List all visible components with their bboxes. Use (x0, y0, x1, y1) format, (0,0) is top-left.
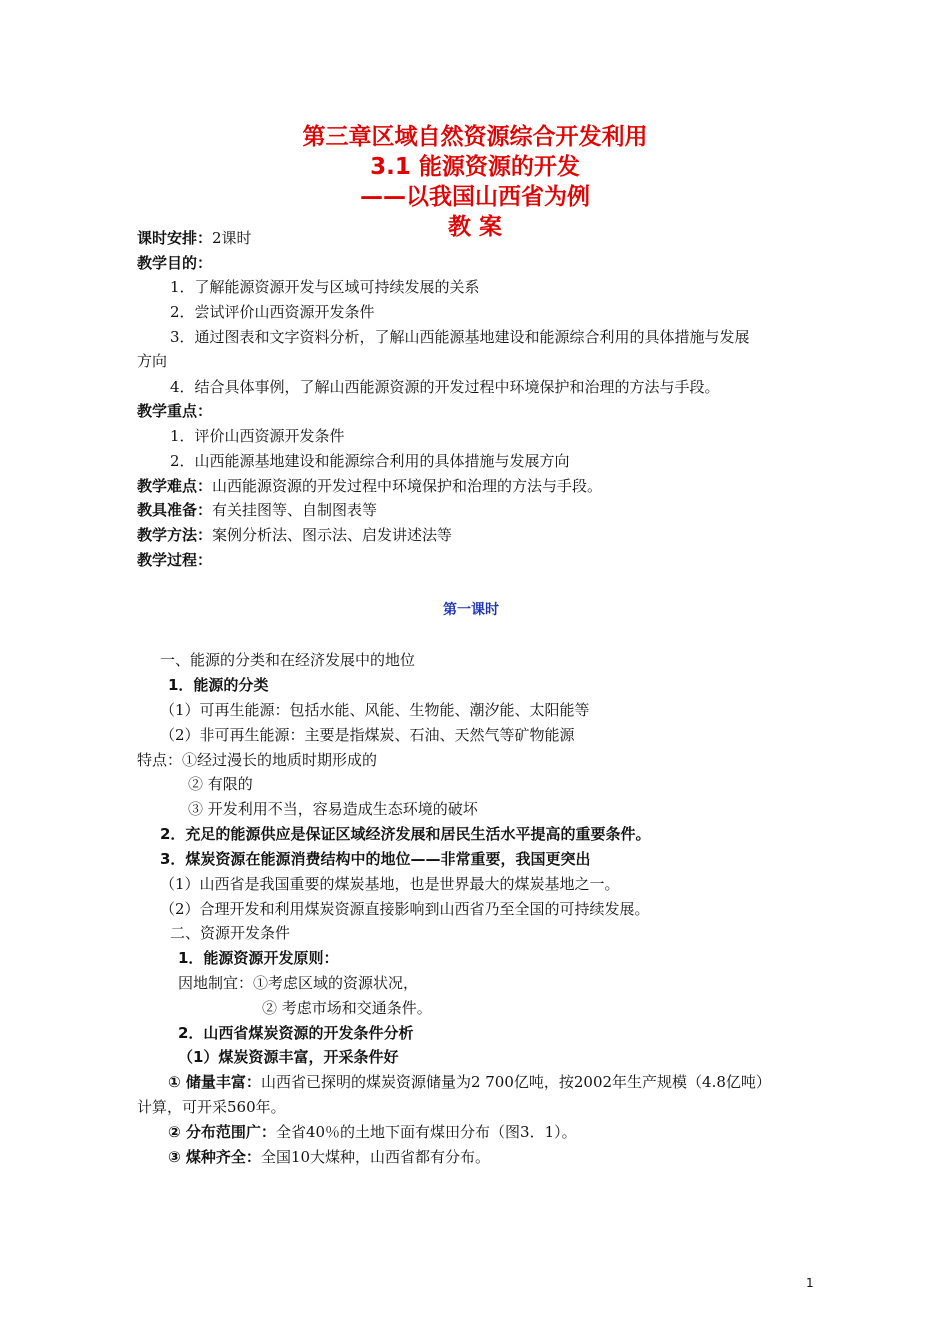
goal-item: 4．结合具体事例，了解山西能源资源的开发过程中环境保护和治理的方法与手段。 (170, 378, 720, 396)
reason-line (168, 1147, 490, 1167)
focus-item: 1．评价山西资源开发条件 (170, 427, 345, 445)
title-block (0, 122, 950, 242)
methods-label: 教学方法： (137, 526, 213, 544)
goal-item: 1．了解能源资源开发与区域可持续发展的关系 (170, 278, 480, 296)
reason-label: ① 储量丰富： (168, 1073, 261, 1091)
reason-line (168, 1122, 577, 1142)
tools-label: 教具准备： (137, 501, 213, 519)
focus-label: 教学重点： (137, 402, 213, 420)
page-number: 1 (806, 1276, 814, 1290)
lesson-heading: 第一课时 (443, 602, 499, 618)
difficulty-value: 山西能源资源的开发过程中环境保护和治理的方法与手段。 (212, 477, 603, 495)
subsection-heading: 3．煤炭资源在能源消费结构中的地位——非常重要，我国更突出 (160, 850, 591, 868)
goal-item: 3．通过图表和文字资料分析，了解山西能源基地建设和能源综合利用的具体措施与发展 (170, 328, 750, 346)
difficulty-line (137, 476, 602, 496)
goals-label: 教学目的： (137, 254, 213, 272)
traits-line: ② 有限的 (188, 775, 253, 793)
tools-value: 有关挂图等、自制图表等 (212, 501, 378, 519)
doc-type-title: 教 案 (447, 214, 502, 240)
paragraph: （1）山西省是我国重要的煤炭基地，也是世界最大的煤炭基地之一。 (160, 875, 620, 893)
subsection-heading: 1．能源的分类 (168, 676, 269, 694)
paragraph: （2）合理开发和利用煤炭资源直接影响到山西省乃至全国的可持续发展。 (160, 900, 650, 918)
paragraph: （1）可再生能源：包括水能、风能、生物能、潮汐能、太阳能等 (160, 701, 590, 719)
section-heading: 一、能源的分类和在经济发展中的地位 (160, 651, 416, 669)
methods-line (137, 525, 452, 545)
hours-value: 2课时 (212, 229, 252, 247)
hours-line (137, 228, 252, 248)
subsection-heading: （1）煤炭资源丰富，开采条件好 (178, 1048, 399, 1066)
methods-value: 案例分析法、图示法、启发讲述法等 (212, 526, 453, 544)
section-title: 3.1 能源资源的开发 (370, 154, 580, 180)
subsection-heading: 2．山西省煤炭资源的开发条件分析 (178, 1024, 414, 1042)
reason-text: 全省40％的土地下面有煤田分布（图3．1）。 (275, 1123, 577, 1141)
subsection-heading: 1．能源资源开发原则： (178, 949, 339, 967)
reason-label: ③ 煤种齐全： (168, 1148, 261, 1166)
traits-line: ③ 开发利用不当，容易造成生态环境的破坏 (188, 800, 478, 818)
reason-text: 全国10大煤种，山西省都有分布。 (260, 1148, 491, 1166)
difficulty-label: 教学难点： (137, 477, 213, 495)
tools-line (137, 500, 377, 520)
reason-text: 山西省已探明的煤炭资源储量为2 700亿吨，按2002年生产规模（4.8亿吨） (260, 1073, 771, 1091)
section-heading: 二、资源开发条件 (170, 924, 291, 942)
subsection-heading: 2．充足的能源供应是保证区域经济发展和居民生活水平提高的重要条件。 (160, 825, 651, 843)
paragraph: （2）非可再生能源：主要是指煤炭、石油、天然气等矿物能源 (160, 726, 575, 744)
traits-line: 特点：①经过漫长的地质时期形成的 (137, 751, 378, 769)
process-label: 教学过程： (137, 551, 213, 569)
reason-continuation: 计算，可开采560年。 (137, 1098, 286, 1116)
chapter-title: 第三章区域自然资源综合开发利用 (302, 124, 648, 150)
focus-item: 2．山西能源基地建设和能源综合利用的具体措施与发展方向 (170, 452, 570, 470)
hours-label: 课时安排： (137, 229, 213, 247)
paragraph: ② 考虑市场和交通条件。 (262, 999, 432, 1017)
reason-label: ② 分布范围广： (168, 1123, 276, 1141)
reason-line (168, 1072, 771, 1092)
paragraph: 因地制宜：①考虑区域的资源状况， (178, 974, 419, 992)
goal-item-continuation: 方向 (137, 352, 168, 370)
subtitle: ——以我国山西省为例 (360, 184, 590, 210)
goal-item: 2．尝试评价山西资源开发条件 (170, 303, 375, 321)
